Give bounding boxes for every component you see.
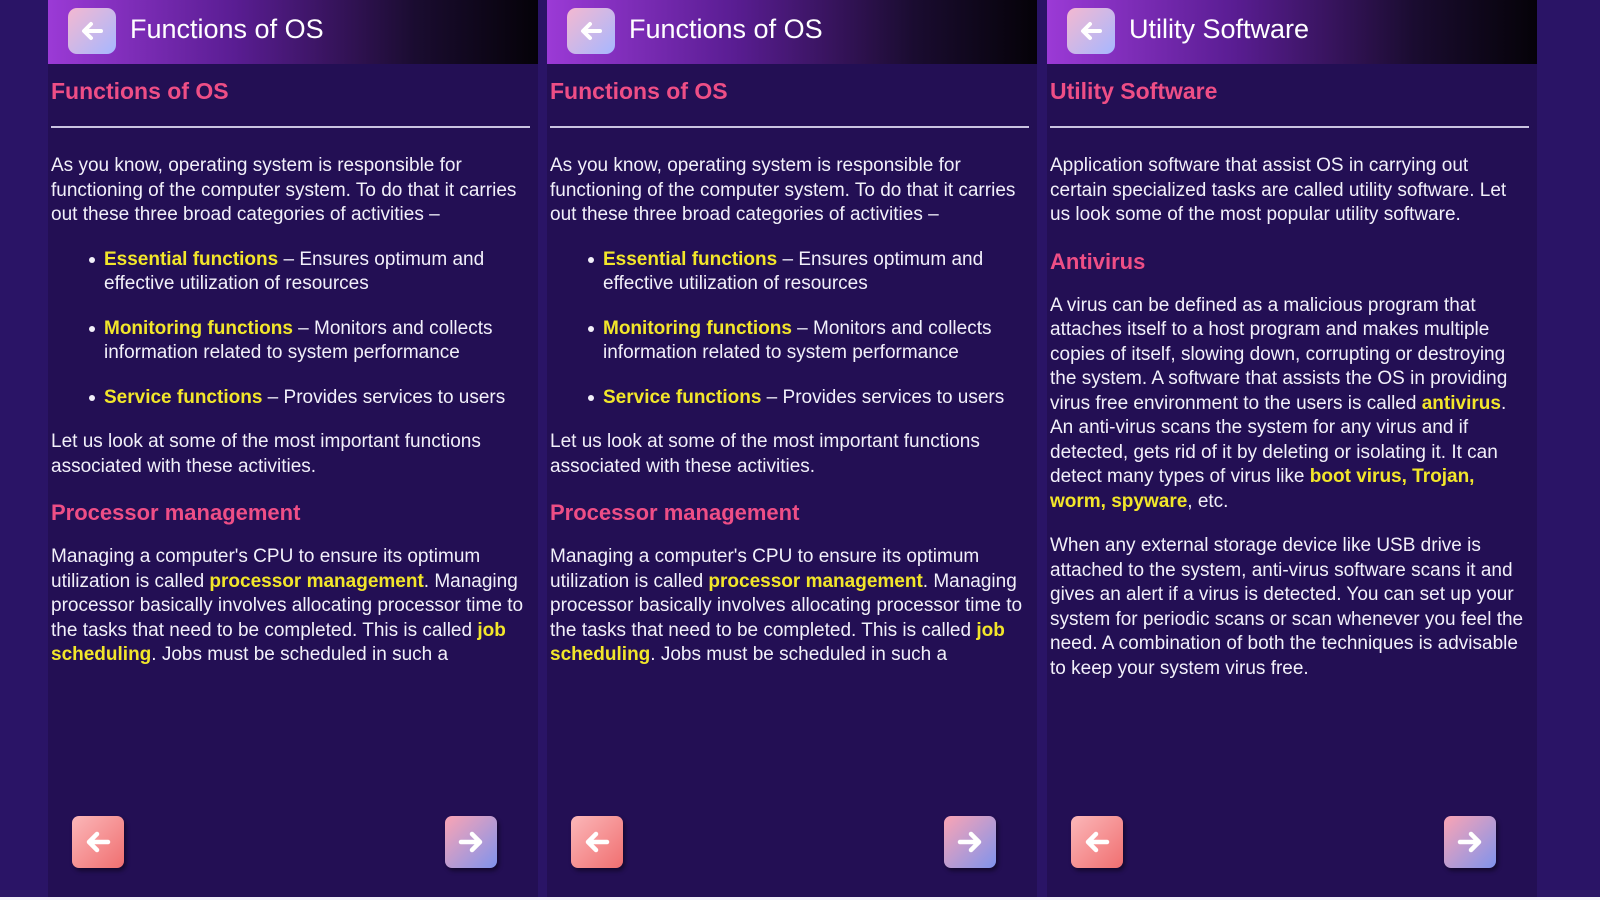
highlight-term: processor management (708, 570, 923, 592)
next-button[interactable] (944, 816, 996, 868)
app-bar-title: Functions of OS (629, 14, 823, 44)
term-description: – Provides services to users (761, 386, 1005, 408)
app-bar-title: Utility Software (1129, 14, 1310, 44)
arrow-left-icon (77, 16, 107, 46)
function-list (550, 248, 1029, 411)
term-essential-functions: Essential functions (104, 248, 279, 270)
text-run: A virus can be defined as a malicious program that attaches itself to a host program and makes multiple copies of itself, slowing down, corrupting or destroying the system. A software that assists the OS in providing virus free environment to the users is called (1050, 294, 1508, 414)
list-item (603, 386, 1029, 411)
back-button[interactable] (567, 8, 615, 54)
intro-paragraph: Application software that assist OS in carrying out certain specialized tasks are called utility software. Let us look some of the most popular utility software. (1050, 155, 1507, 225)
intro-paragraph: As you know, operating system is responsible for functioning of the computer system. To do that it carries out these three broad categories of activities – (51, 155, 517, 225)
page-heading: Utility Software (1050, 78, 1218, 104)
highlight-term: job scheduling (550, 619, 1005, 665)
term-essential-functions: Essential functions (603, 248, 778, 270)
next-button[interactable] (445, 816, 497, 868)
list-item (603, 248, 1029, 297)
back-button[interactable] (1067, 8, 1115, 54)
arrow-left-icon (81, 825, 115, 859)
divider (51, 126, 530, 128)
section-paragraph (51, 545, 530, 668)
intro-paragraph: As you know, operating system is responsible for functioning of the computer system. To do that it carries out these three broad categories of activities – (550, 155, 1016, 225)
function-list (51, 248, 530, 411)
term-description: – Monitors and collects information related to system performance (104, 317, 493, 363)
arrow-right-icon (454, 825, 488, 859)
text-run: . Managing processor basically involves allocating processor time to the tasks that need to be completed. This is called (550, 570, 1023, 641)
highlight-term: processor management (209, 570, 424, 592)
next-button[interactable] (1444, 816, 1496, 868)
arrow-left-icon (1076, 16, 1106, 46)
arrow-right-icon (953, 825, 987, 859)
section-paragraph (550, 545, 1029, 668)
arrow-right-icon (1453, 825, 1487, 859)
app-bar (547, 0, 1037, 64)
previous-button[interactable] (571, 816, 623, 868)
usb-paragraph: When any external storage device like USB drive is attached to the system, anti-virus software scans it and gives an alert if a virus is detected. You can set up your system for periodic scans or scan whenever you feel the need. A combination of both the techniques is advisable to keep your system virus free. (1050, 535, 1524, 679)
highlight-term: antivirus (1421, 392, 1501, 414)
arrow-left-icon (580, 825, 614, 859)
content-area (48, 64, 538, 781)
outro-paragraph: Let us look at some of the most important functions associated with these activities. (550, 431, 980, 477)
list-item (603, 317, 1029, 366)
term-service-functions: Service functions (104, 386, 263, 408)
content-area (547, 64, 1037, 781)
section-heading: Processor management (550, 500, 800, 525)
text-run: Managing a computer's CPU to ensure its optimum utilization is called (51, 546, 481, 592)
back-button[interactable] (68, 8, 116, 54)
divider (1050, 126, 1529, 128)
arrow-left-icon (1080, 825, 1114, 859)
app-bar (1047, 0, 1537, 64)
app-bar (48, 0, 538, 64)
antivirus-paragraph (1050, 294, 1529, 515)
screen-functions-of-os-1 (48, 0, 538, 900)
text-run: . Managing processor basically involves allocating processor time to the tasks that need to be completed. This is called (51, 570, 524, 641)
term-description: – Monitors and collects information related to system performance (603, 317, 992, 363)
text-run: . An anti-virus scans the system for any virus and if detected, gets rid of it by deleting or isolating it. It can detect many types of virus like (1050, 392, 1507, 487)
app-bar-title: Functions of OS (130, 14, 324, 44)
screen-utility-software (1047, 0, 1537, 900)
content-area (1047, 64, 1537, 781)
previous-button[interactable] (72, 816, 124, 868)
highlight-term: job scheduling (51, 619, 506, 665)
text-run: Managing a computer's CPU to ensure its optimum utilization is called (550, 546, 980, 592)
term-description: – Ensures optimum and effective utilization of resources (603, 248, 984, 294)
term-description: – Ensures optimum and effective utilization of resources (104, 248, 485, 294)
section-heading: Processor management (51, 500, 301, 525)
term-monitoring-functions: Monitoring functions (104, 317, 293, 339)
term-monitoring-functions: Monitoring functions (603, 317, 792, 339)
page-heading: Functions of OS (550, 78, 728, 104)
page-heading: Functions of OS (51, 78, 229, 104)
screen-functions-of-os-2 (547, 0, 1037, 900)
divider (550, 126, 1029, 128)
outro-paragraph: Let us look at some of the most important functions associated with these activities. (51, 431, 481, 477)
arrow-left-icon (576, 16, 606, 46)
text-run: . Jobs must be scheduled in such a (151, 644, 449, 665)
section-heading: Antivirus (1050, 248, 1146, 274)
term-description: – Provides services to users (262, 386, 506, 408)
list-item (104, 386, 530, 411)
term-service-functions: Service functions (603, 386, 762, 408)
highlight-term: boot virus, Trojan, worm, spyware (1050, 466, 1475, 512)
text-run: , etc. (1187, 490, 1229, 512)
text-run: . Jobs must be scheduled in such a (650, 644, 948, 665)
list-item (104, 317, 530, 366)
list-item (104, 248, 530, 297)
previous-button[interactable] (1071, 816, 1123, 868)
